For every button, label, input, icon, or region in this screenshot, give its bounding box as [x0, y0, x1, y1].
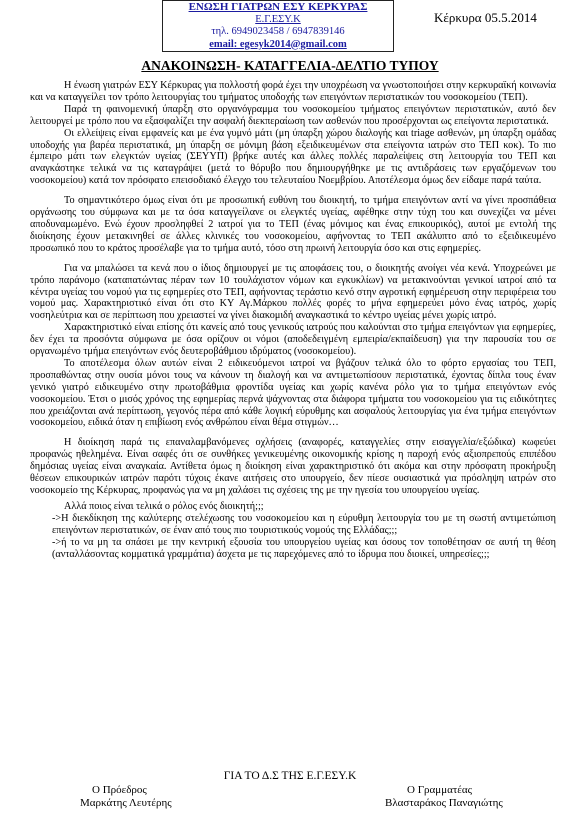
signature-role: Ο Πρόεδρος: [92, 784, 147, 796]
letterhead: [162, 0, 394, 52]
letterhead-org: ΕΝΩΣΗ ΓΙΑΤΡΩΝ ΕΣΥ ΚΕΡΚΥΡΑΣ: [188, 1, 368, 13]
signature-role: Ο Γραμματέας: [407, 784, 473, 796]
signature-president: [80, 784, 172, 810]
paragraph-deficiencies: Οι ελλείψεις είναι εμφανείς και με ένα γυμνό μάτι (μη ύπαρξη χώρου διαλογής και triage ασθενών, μη ύπαρξη ομάδας υποδοχής για βαρέα περιστατικά, μη ύπαρξη σε μόνιμη βάση εξειδικευμένων στα επείγοντα ιατρών στο ΤΕΠ κοκ). Το πιο έμπειρο μάτι των ελεγκτών υγείας (ΣΕΥΥΠ) βρήκε αυτές και άλλες πολλές παραλείψεις στη λειτουργία του ΤΕΠ και αναγκάστηκε τελικά να τις καταγράψει (μετά το θόρυβο που δημιουργήθηκε με τις αντιδράσεις των εργαζόμενων του νοσοκομείου) κατά τον πρόσφατο επεισοδιακό έλεγχο του τελευταίου Νοεμβρίου. Αποτέλεσμα όμως δεν είδαμε παρά ταύτα.: [30, 127, 556, 187]
paragraph-option-2: ->ή το να μη τα σπάσει με την κεντρική εξουσία του υπουργείου υγείας και όσους τον τοποθέτησαν σε αυτή τη θέση (ανταλλάσοντας κομματικά γραμμάτια) άσχετα με τις παρεχόμενες από το ίδρυμα που διοικεί, υπηρεσίες;;;: [52, 536, 556, 560]
document-date: Κέρκυρα 05.5.2014: [434, 10, 537, 25]
paragraph-question: Αλλά ποιος είναι τελικά ο ρόλος ενός διοικητή;;;: [64, 500, 264, 512]
paragraph-gaps: Για να μπαλώσει τα κενά που ο ίδιος δημιουργεί με τις αποφάσεις του, ο διοικητής ανοίγει νέα κενά. Υποχρεώνει με τρόπο παράνομο (καταπατώντας πέραν των 10 τουλάχιστον νόμων και εγκυκλίων) να μετακινούνται γενικοί ιατροί από τα κέντρα υγείας του νομού για τις εφημερίες στο ΤΕΠ, αφήνοντας τεράστιο κενό στην αγροτική εφημέρευση στην περιφέρεια του νομού μας. Χαρακτηριστικό είναι ότι στο ΚΥ Αγ.Μάρκου πολλές φορές το μήνα εφημερεύει μόνο ένας ιατρός, χωρίς νοσηλεύτρια και σε περίπτωση που χρειαστεί να γίνει διακομιδή αναγκαστικά το κέντρο υγείας μένει χωρίς ιατρό.: [30, 262, 556, 322]
letterhead-abbr: Ε.Γ.ΕΣΥ.Κ: [255, 13, 301, 25]
document-body: [30, 80, 556, 560]
signature-name: Μαρκάτης Λευτέρης: [80, 797, 172, 809]
document-title: ΑΝΑΚΟΙΝΩΣΗ- ΚΑΤΑΓΓΕΛΙΑ-ΔΕΛΤΙΟ ΤΥΠΟΥ: [141, 58, 439, 73]
letterhead-email[interactable]: : egesyk2014@gmail.com: [233, 38, 347, 50]
paragraph-administration: Η διοίκηση παρά τις επαναλαμβανόμενες οχλήσεις (αναφορές, καταγγελίες στην εισαγγελία/εξώδικα) κωφεύει προφανώς ηθελημένα. Είναι σαφές ότι σε συνθήκες γενικευμένης οικονομικής κρίσης η παροχή ενός αξιοπρεπούς επιπέδου δημόσιας υγείας είναι αναγκαία. Αντίθετα όμως η διοίκηση είναι χαρακτηριστικό ότι ακόμα και στην πρόσφατη προκήρυξη θέσεων επικουρικών ιατρών παρότι τύχοις έκανε αιτήσεις στο υπουργείο, δεν πίεσε ουσιαστικά για πρόσληψη ιατρών στο νοσοκομείο της Κέρκυρας, προφανώς για να μη χαλάσει τις σχέσεις της με την ηγεσία του υπουργείου υγείας.: [30, 437, 556, 496]
paragraph-responsibility: Το σημαντικότερο όμως είναι ότι με προσωπική ευθύνη του διοικητή, το τμήμα επειγόντων αντί να γίνει προσπάθεια οργάνωσης του σύμφωνα και με τα όσα καταγγείλανε οι ελεγκτές υγείας, αφέθηκε στην τύχη του και συνεχίζει να μένει αποδυναμωμένο. Ενώ έχουν προσληφθεί 2 ιατροί για το ΤΕΠ (ένας μόνιμος και ένας επικουρικός), αυτοί με εντολή της διοίκησης έχουν μετακινηθεί σε άλλες κλινικές του νοσοκομείου, αφήνοντας το ΤΕΠ ακάλυπτο από το εξειδικευμένο προσωπικό που το κράτος προσέλαβε για το τμήμα αυτό, τόσο στη πρωινή λειτουργία όσο και στις εφημερίες.: [30, 195, 556, 254]
letterhead-email-label: email: [209, 38, 234, 50]
paragraph-org-chart: Παρά τη φαινομενική ύπαρξη στο οργανόγραμμα του νοσοκομείου τμήματος επειγόντων περιστατικών, αυτό δεν λειτουργεί με τρόπο που να εξασφαλίζει την ασφαλή διεκπεραίωση των ασθενών που προσέρχονται ως επείγοντα περιστατικά.: [30, 103, 556, 127]
paragraph-qualifications: Χαρακτηριστικό είναι επίσης ότι κανείς από τους γενικούς ιατρούς που καλούνται στο τμήμα επειγόντων για εφημερίες, δεν έχει τα προσόντα σύμφωνα με όσα ορίζουν οι νόμοι (αποδεδειγμένη εμπειρία/εκπαίδευση) για την παρουσία του σε οργανωμένο τμήμα επειγόντων ενός δευτεροβάθμιου ιδρύματος (νοσοκομείου).: [30, 322, 556, 358]
letterhead-email-row: [163, 39, 393, 52]
signature-secretary: [385, 784, 503, 810]
closing-line: ΓΙΑ ΤΟ Δ.Σ ΤΗΣ Ε.Γ.ΕΣΥ.Κ: [223, 770, 357, 782]
paragraph-result: Το αποτέλεσμα όλων αυτών είναι 2 ειδικευόμενοι ιατροί να βγάζουν τελικά όλο το φόρτο εργασίας του ΤΕΠ, προσπαθώντας στην ουσία μόνοι τους να κάνουν τη διαλογή και να αντιμετωπίσουν περιστατικά, έχοντας δίπλα τους έναν γενικό γιατρό ειδικευμένο στην πρωτοβάθμια φροντίδα υγείας και χωρίς κανένα ρόλο για το τμήμα επειγόντων ενός νοσοκομείου. Έτσι ο μισός χρόνος της εφημερίας περνά ψάχνοντας στα διάφορα τμήματα του νοσοκομείου για τις ειδικότητες που χρειάζονται ανά περίπτωση, γεγονός πέρα από κάθε λογική εύρυθμης και ασφαλούς λειτουργίας για ένα τμήμα επειγόντων νοσοκομείου, ειδικά όταν η επιβίωση ενός ανθρώπου είναι θέμα στιγμών…: [30, 357, 556, 429]
letterhead-phones: τηλ. 6949023458 / 6947839146: [211, 26, 345, 37]
paragraph-option-1: ->Η διεκδίκηση της καλύτερης στελέχωσης του νοσοκομείου και η εύρυθμη λειτουργία του με τη σωστή αντιμετώπιση επειγόντων περιστατικών, σε έναν από τους πιο τουριστικούς νομούς της Ελλάδας;;;: [52, 512, 556, 536]
signature-name: Βλασταράκος Παναγιώτης: [385, 797, 503, 809]
paragraph-intro: Η ένωση γιατρών ΕΣΥ Κέρκυρας για πολλοστή φορά έχει την υποχρέωση να γνωστοποιήσει στην κερκυραϊκή κοινωνία και να καταγγείλει τον τρόπο λειτουργίας του τμήματος υποδοχής των επειγόντων περιστατικών του νοσοκομείου (ΤΕΠ).: [30, 80, 556, 103]
